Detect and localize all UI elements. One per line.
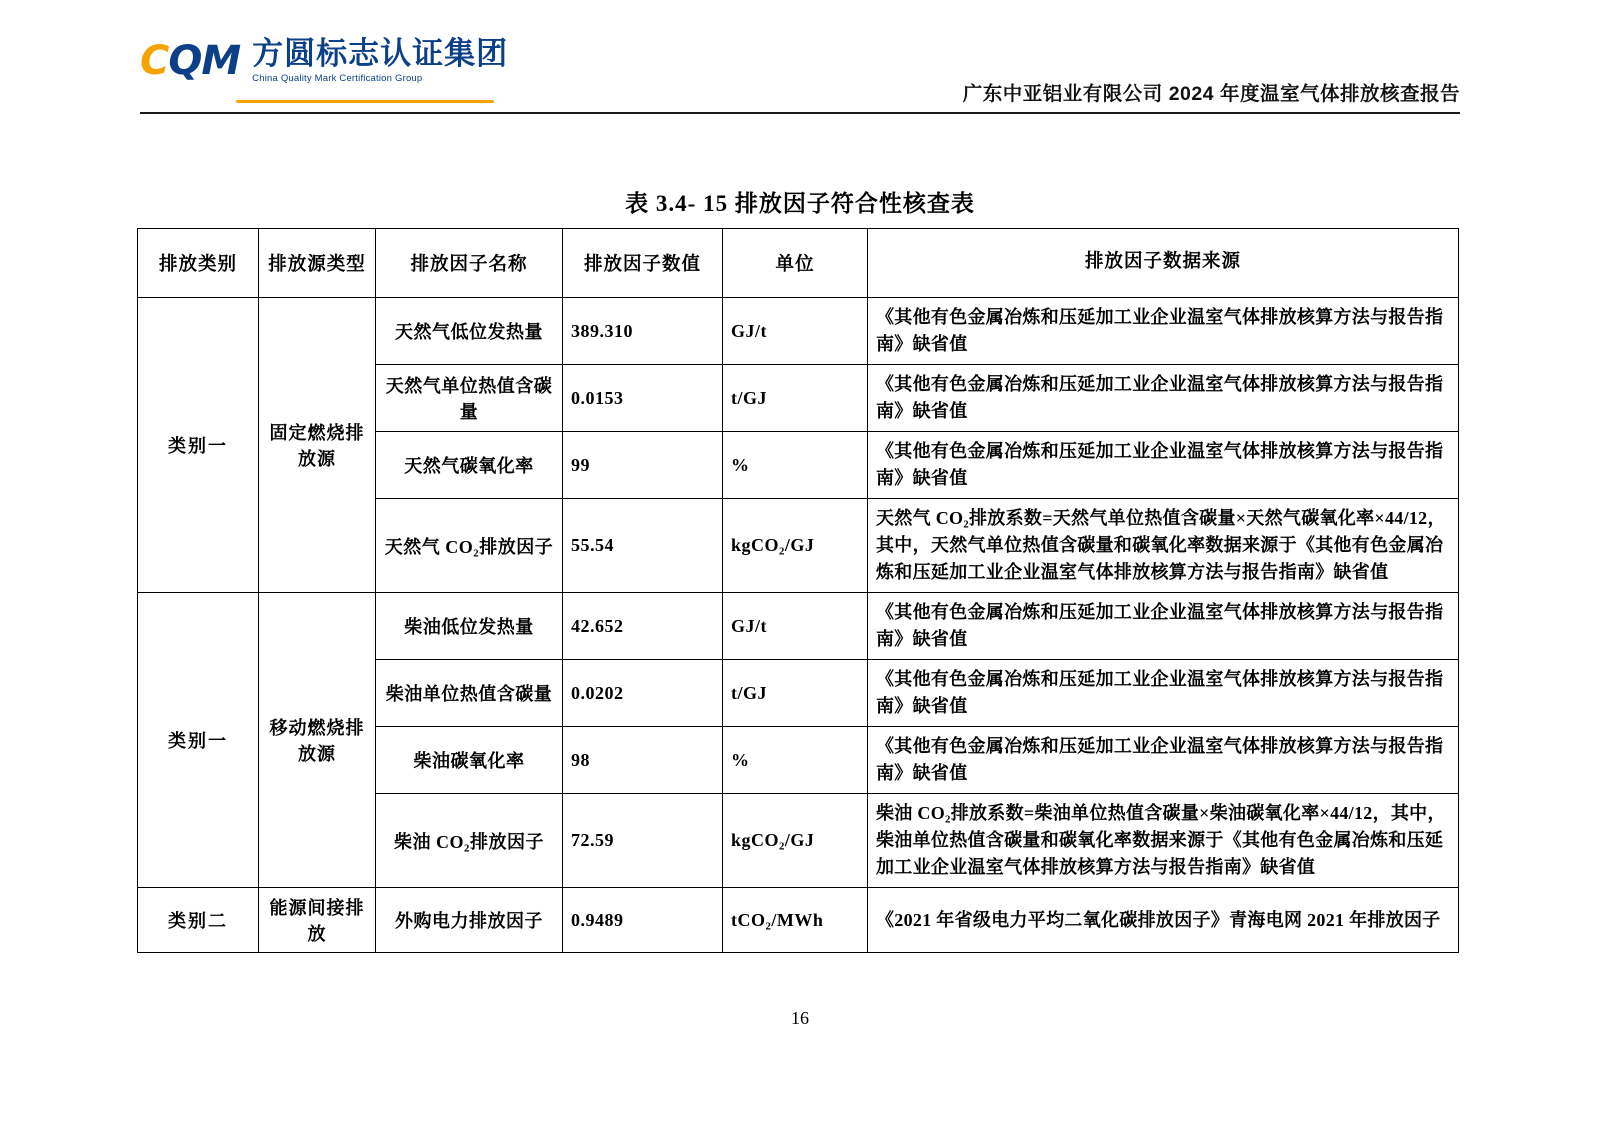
logo-company-cn: 方圆标志认证集团 [252, 36, 509, 71]
logo-mark-text: CQM [140, 37, 241, 84]
cell-factor-name: 柴油低位发热量 [376, 593, 563, 660]
cell-source-type: 固定燃烧排放源 [259, 298, 376, 593]
cell-factor-name: 天然气碳氧化率 [376, 432, 563, 499]
cell-unit: % [723, 432, 868, 499]
table-header-row [138, 229, 1459, 298]
cell-factor-value: 98 [563, 727, 723, 794]
table-row [138, 593, 1459, 660]
cell-category: 类别一 [138, 298, 259, 593]
cell-factor-name: 外购电力排放因子 [376, 888, 563, 953]
emission-factor-table-wrapper [137, 228, 1459, 953]
table-body [138, 298, 1459, 953]
cell-factor-value: 389.310 [563, 298, 723, 365]
logo-company-en: China Quality Mark Certification Group [252, 72, 423, 84]
cell-data-source: 《其他有色金属冶炼和压延加工业企业温室气体排放核算方法与报告指南》缺省值 [868, 660, 1459, 727]
header-unit: 单位 [723, 229, 868, 298]
cell-data-source: 《其他有色金属冶炼和压延加工业企业温室气体排放核算方法与报告指南》缺省值 [868, 593, 1459, 660]
cell-factor-value: 0.0202 [563, 660, 723, 727]
cell-unit: GJ/t [723, 593, 868, 660]
table-row [138, 298, 1459, 365]
logo-wordmark [252, 38, 508, 84]
cell-factor-name: 柴油碳氧化率 [376, 727, 563, 794]
cell-factor-value: 0.9489 [563, 888, 723, 953]
table-caption: 表 3.4- 15 排放因子符合性核查表 [625, 191, 975, 216]
header-source-type: 排放源类型 [259, 229, 376, 298]
cell-data-source: 《其他有色金属冶炼和压延加工业企业温室气体排放核算方法与报告指南》缺省值 [868, 298, 1459, 365]
cqm-logo [140, 38, 508, 84]
cell-data-source: 《其他有色金属冶炼和压延加工业企业温室气体排放核算方法与报告指南》缺省值 [868, 365, 1459, 432]
header-divider [140, 112, 1460, 114]
cell-unit: kgCO₂/GJ [723, 794, 868, 888]
header-data-source: 排放因子数据来源 [868, 229, 1459, 298]
cell-factor-value: 99 [563, 432, 723, 499]
page-header [140, 34, 1460, 112]
cell-factor-value: 42.652 [563, 593, 723, 660]
cell-unit: % [723, 727, 868, 794]
cell-category: 类别一 [138, 593, 259, 888]
cell-source-type: 能源间接排放 [259, 888, 376, 953]
cell-factor-value: 72.59 [563, 794, 723, 888]
cell-data-source: 《2021 年省级电力平均二氧化碳排放因子》青海电网 2021 年排放因子 [868, 888, 1459, 953]
cell-unit: GJ/t [723, 298, 868, 365]
cell-factor-name: 天然气低位发热量 [376, 298, 563, 365]
cell-category: 类别二 [138, 888, 259, 953]
header-category: 排放类别 [138, 229, 259, 298]
cell-factor-name: 天然气单位热值含碳量 [376, 365, 563, 432]
cell-data-source: 《其他有色金属冶炼和压延加工业企业温室气体排放核算方法与报告指南》缺省值 [868, 432, 1459, 499]
page-number: 16 [791, 1008, 809, 1028]
table-head [138, 229, 1459, 298]
cell-factor-value: 55.54 [563, 499, 723, 593]
cell-factor-value: 0.0153 [563, 365, 723, 432]
header-factor-value: 排放因子数值 [563, 229, 723, 298]
cell-unit: t/GJ [723, 365, 868, 432]
cell-factor-name: 柴油单位热值含碳量 [376, 660, 563, 727]
header-factor-name: 排放因子名称 [376, 229, 563, 298]
cell-data-source: 柴油 CO₂排放系数=柴油单位热值含碳量×柴油碳氧化率×44/12，其中，柴油单位热值含碳量和碳氧化率数据来源于《其他有色金属冶炼和压延加工业企业温室气体排放核算方法与报告指南》缺省值 [868, 794, 1459, 888]
emission-factor-table [137, 228, 1459, 953]
cell-data-source: 天然气 CO₂排放系数=天然气单位热值含碳量×天然气碳氧化率×44/12，其中，天然气单位热值含碳量和碳氧化率数据来源于《其他有色金属冶炼和压延加工业企业温室气体排放核算方法与报告指南》缺省值 [868, 499, 1459, 593]
logo-underline-bar [236, 100, 494, 103]
cell-unit: tCO₂/MWh [723, 888, 868, 953]
cell-factor-name: 柴油 CO₂排放因子 [376, 794, 563, 888]
cell-unit: kgCO₂/GJ [723, 499, 868, 593]
header-document-title: 广东中亚铝业有限公司 2024 年度温室气体排放核查报告 [962, 83, 1460, 105]
cell-data-source: 《其他有色金属冶炼和压延加工业企业温室气体排放核算方法与报告指南》缺省值 [868, 727, 1459, 794]
cell-unit: t/GJ [723, 660, 868, 727]
cell-factor-name: 天然气 CO₂排放因子 [376, 499, 563, 593]
cell-source-type: 移动燃烧排放源 [259, 593, 376, 888]
table-row [138, 888, 1459, 953]
